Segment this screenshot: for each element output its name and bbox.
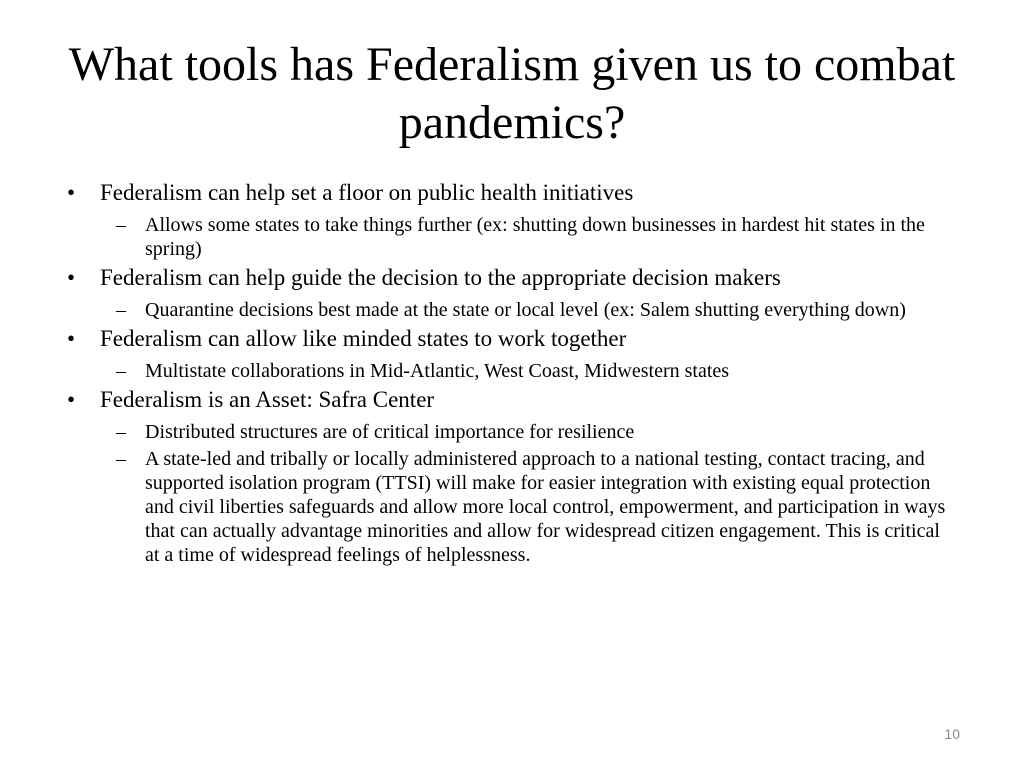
bullet-text: Federalism can allow like minded states to work together	[100, 326, 627, 351]
bullet-mark: •	[67, 387, 76, 412]
sub-bullet-item	[100, 359, 1024, 383]
bullet-item	[0, 326, 1024, 383]
slide-title: What tools has Federalism given us to combat pandemics?	[68, 38, 956, 149]
sub-bullet-mark: –	[116, 360, 126, 382]
bullet-text: Federalism is an Asset: Safra Center	[100, 387, 435, 412]
bullet-mark: •	[67, 326, 76, 351]
bullet-list	[0, 180, 1024, 571]
page-number: 10	[944, 726, 960, 742]
sub-bullet-list	[100, 359, 1024, 383]
sub-bullet-text: Distributed structures are of critical importance for resilience	[145, 421, 635, 443]
sub-bullet-mark: –	[116, 214, 126, 236]
sub-bullet-list	[100, 420, 1024, 567]
sub-bullet-list	[100, 298, 1024, 322]
sub-bullet-item	[100, 213, 1024, 261]
bullet-mark: •	[67, 180, 76, 205]
sub-bullet-text: Allows some states to take things further (ex: shutting down businesses in hardest hit states in the spring)	[145, 214, 925, 260]
sub-bullet-mark: –	[116, 299, 126, 321]
sub-bullet-item	[100, 420, 1024, 444]
bullet-text: Federalism can help set a floor on public health initiatives	[100, 180, 634, 205]
sub-bullet-text: Quarantine decisions best made at the state or local level (ex: Salem shutting everything down)	[145, 299, 906, 321]
sub-bullet-item	[100, 298, 1024, 322]
bullet-mark: •	[67, 265, 76, 290]
bullet-item	[0, 265, 1024, 322]
bullet-item	[0, 387, 1024, 567]
bullet-text: Federalism can help guide the decision to the appropriate decision makers	[100, 265, 781, 290]
sub-bullet-text: A state-led and tribally or locally administered approach to a national testing, contact tracing, and supported isolation program (TTSI) will make for easier integration with existing equal protection and civil liberties safeguards and allow more local control, empowerment, and participation in ways that can actually advantage minorities and allow for widespread citizen engagement. This is critical at a time of widespread feelings of helplessness.	[145, 448, 946, 566]
sub-bullet-item	[100, 447, 1024, 567]
sub-bullet-list	[100, 213, 1024, 261]
sub-bullet-mark: –	[116, 448, 126, 470]
bullet-item	[0, 180, 1024, 261]
sub-bullet-mark: –	[116, 421, 126, 443]
sub-bullet-text: Multistate collaborations in Mid-Atlantic, West Coast, Midwestern states	[145, 360, 730, 382]
